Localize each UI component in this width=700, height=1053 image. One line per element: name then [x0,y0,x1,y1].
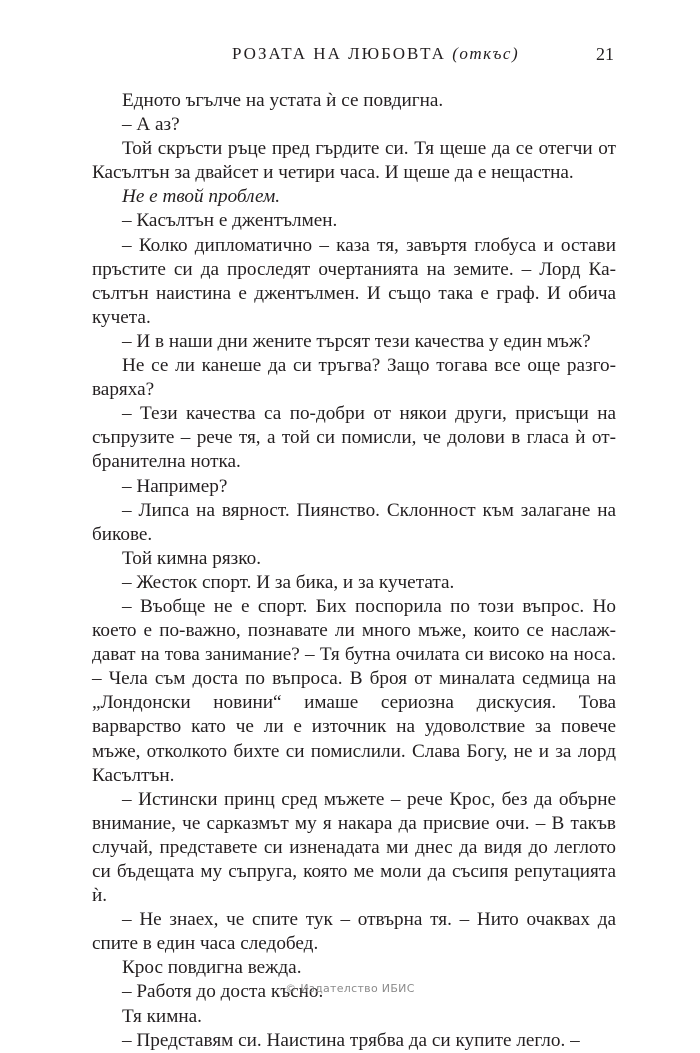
italic-thought: Не е твой проблем. [122,186,281,208]
paragraph: Едното ъгълче на устата ѝ се повдигна. [122,90,444,111]
paragraph: Тя кимна. [122,1005,202,1027]
running-title [232,44,519,64]
paragraph-italic-thought [92,185,616,209]
paragraph: – Представям си. Наистина трябва да си купите легло. – [122,1029,580,1051]
paragraph: – Жесток спорт. И за бика, и за кучетата. [122,571,455,593]
paragraph: – Истински принц сред мъжете – рече Крос, без да обърне внимание, че сарказмът му я накара да присвие очи. – В такъв случай, представете си изненадата ми днес да видя до леглото си бъдещата му съпруга, която ме моли да съсипя репутацията ѝ. [92,788,616,907]
paragraph: – Касълтън е джентълмен. [122,210,338,232]
paragraph: – И в наши дни жените търсят тези качества у един мъж? [122,330,591,352]
paragraph: – Работя до доста късно. [122,981,324,1003]
paragraph: Не се ли канеше да си тръгва? Защо тогава все още разговаряха? [92,355,616,401]
running-header [0,44,700,74]
excerpt-label: (откъс) [452,44,520,63]
paragraph: – Тези качества са по-добри от някои други, присъщи на съпрузите – рече тя, а той си помисли, че долови в гласа ѝ отбранителна нотка. [92,403,616,473]
paragraph: – Например? [122,475,228,497]
page-number: 21 [596,44,614,64]
body-text [92,89,616,1053]
paragraph: – Колко дипломатично – каза тя, завъртя глобуса и остави пръстите си да проследят очертанията на земите. – Лорд Касълтън наистина е джентълмен. И също така е граф. И обича кучета. [92,234,616,328]
paragraph: – Въобще не е спорт. Бих поспорила по този въпрос. Но което е по-важно, познавате ли много мъже, които се наслаждават на това занимание? – Тя бутна очилата си високо на носа. – Чела съм доста по въпроса. В броя от миналата седмица на „Лондонски новини“ имаше сериозна дискусия. Това варварство като че ли е източник на удоволствие за повече мъже, отколкото бихте си помислили. Слава Богу, не и за лорд Касълтън. [92,595,616,786]
paragraph: – Липса на вярност. Пиянство. Склонност към залагане на бикове. [92,499,616,545]
paragraph: Той кимна рязко. [122,547,261,569]
paragraph: – А аз? [122,114,180,136]
book-title: РОЗАТА НА ЛЮБОВТА [232,44,446,63]
paragraph: Крос повдигна вежда. [122,957,302,979]
paragraph: – Не знаех, че спите тук – отвърна тя. – Нито очаквах да спите в един часа следобед. [92,909,616,955]
copyright-footer: © Издателство ИБИС [285,982,415,995]
paragraph: Той скръсти ръце пред гърдите си. Тя щеше да се отегчи от Касълтън за двайсет и четири часа. И щеше да е нещастна. [92,138,616,184]
